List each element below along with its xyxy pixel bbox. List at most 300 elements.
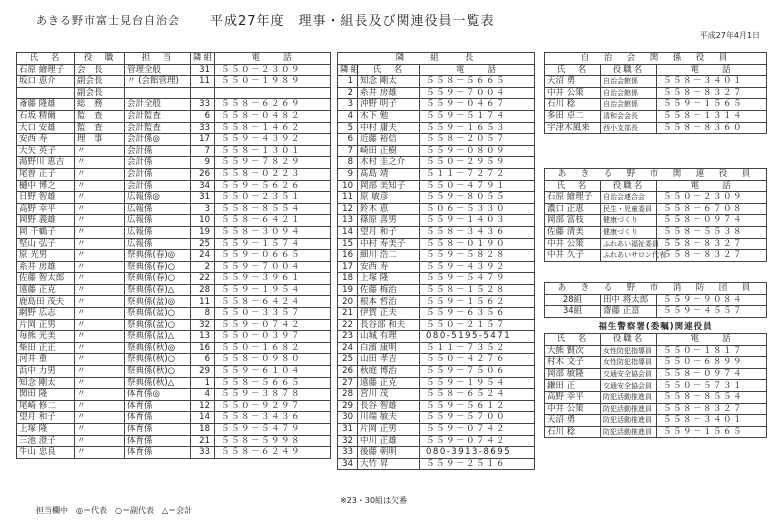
table-cell: 上塚 隆 <box>358 273 420 285</box>
table-cell: 木村 圭之介 <box>358 157 420 169</box>
table-cell: ５５０－２３０９ <box>215 64 331 76</box>
table-cell: ５５９－０７４２ <box>420 424 535 436</box>
document-date: 平成27年4月1日 <box>699 31 760 40</box>
shobodan-title: あ き る 野 市 消 防 団 員 <box>545 283 767 295</box>
table-cell: ふれあいサロン代表 <box>601 250 657 262</box>
table-cell: ５５９－０７４２ <box>420 435 535 447</box>
table-cell: 31 <box>191 64 215 76</box>
table-cell: 12 <box>338 203 358 215</box>
table-row <box>17 226 331 238</box>
table-cell: 髙島 靖 <box>358 168 420 180</box>
table-cell: ５５８－３０９４ <box>215 226 331 238</box>
table-cell: 川端 敏夫 <box>358 412 420 424</box>
table-row <box>17 203 331 215</box>
org-name: あきる野市富士見台自治会 <box>36 14 180 27</box>
table-cell: 25 <box>338 354 358 366</box>
table-cell: 33 <box>191 99 215 111</box>
table-cell: 防犯活動推進員 <box>601 403 657 415</box>
table-cell: ５５９－１６５３ <box>420 122 535 134</box>
table-cell: 〃 <box>75 354 125 366</box>
table-cell: ５５９－７５０６ <box>420 366 535 378</box>
officers-table <box>16 52 331 459</box>
column-header: 電 話 <box>657 64 767 76</box>
table-cell: ５５８－３４３６ <box>420 226 535 238</box>
table-cell: ５５９－１５７４ <box>215 238 331 250</box>
table-cell: ５５９－０７４２ <box>215 319 331 331</box>
table-cell: ５５９－５４７９ <box>215 424 331 436</box>
table-row <box>338 180 535 192</box>
legend-note: 担当欄中 ◎＝代表 ○＝副代表 △＝会計 <box>36 506 193 515</box>
table-cell: ５５８－６２６９ <box>215 99 331 111</box>
table-cell: ５５８－２０５７ <box>420 134 535 146</box>
table-cell: ５５９－４３９２ <box>215 134 331 146</box>
table-cell: ５５８－８３２７ <box>657 87 767 99</box>
table-cell: 監 査 <box>75 110 125 122</box>
table-cell: 岡野 義雄 <box>17 215 75 227</box>
table-cell: 監 査 <box>75 122 125 134</box>
table-row <box>17 389 331 401</box>
table-cell: 防犯活動推進員 <box>601 415 657 427</box>
table-row <box>545 87 767 99</box>
table-cell: 清和会会長 <box>601 110 657 122</box>
table-cell: 33 <box>191 447 215 459</box>
table-cell: 8 <box>338 157 358 169</box>
table-row <box>545 238 767 250</box>
table-cell: 中井 公策 <box>545 238 601 250</box>
table-cell: 上塚 隆 <box>17 424 75 436</box>
table-cell: 〃 <box>75 412 125 424</box>
table-cell: 総 務 <box>75 99 125 111</box>
table-cell: 尾崎 修二 <box>17 400 75 412</box>
table-cell: ５５０－３３５７ <box>215 308 331 320</box>
table-cell: ５５９－４５５７ <box>657 306 767 318</box>
table-cell: 健康づくり <box>601 226 657 238</box>
table-row <box>545 226 767 238</box>
table-cell: 木下 勉 <box>358 110 420 122</box>
table-row <box>17 76 331 88</box>
table-cell: 3 <box>191 203 215 215</box>
table-row <box>17 215 331 227</box>
table-row <box>338 458 535 470</box>
table-cell: 山城 有理 <box>358 331 420 343</box>
table-row <box>545 192 767 204</box>
table-cell: 26 <box>338 366 358 378</box>
table-cell: 祭典係(春)○ <box>125 273 191 285</box>
table-cell: 30 <box>338 412 358 424</box>
keisatsu-header-row <box>545 334 767 346</box>
column-header: 電 話 <box>657 334 767 346</box>
table-cell: 4 <box>191 389 215 401</box>
table-cell: ５５９－６３５６ <box>420 308 535 320</box>
table-cell: 32 <box>191 319 215 331</box>
table-row <box>17 64 331 76</box>
table-row <box>338 76 535 88</box>
table-cell: 会計監査 <box>125 122 191 134</box>
table-row <box>338 203 535 215</box>
table-cell: 34組 <box>545 306 601 318</box>
table-cell: 2 <box>338 87 358 99</box>
table-cell: 080-3913-8695 <box>420 447 535 459</box>
table-cell: 〃 <box>75 331 125 343</box>
table-cell: 18 <box>338 273 358 285</box>
table-cell: 尾曽 正子 <box>17 168 75 180</box>
table-cell: 細川 浩二 <box>358 250 420 262</box>
table-cell: ５５８－１５２８ <box>420 284 535 296</box>
table-cell: 民生・児童委員 <box>601 203 657 215</box>
table-row <box>338 99 535 111</box>
table-cell: 28 <box>338 389 358 401</box>
table-cell: 糸井 房雄 <box>17 261 75 273</box>
table-cell: 片岡 正男 <box>358 424 420 436</box>
table-cell: ５５０－１６８２ <box>215 342 331 354</box>
table-cell: ５５８－６４２１ <box>215 215 331 227</box>
table-cell: ５５９－５６２６ <box>215 180 331 192</box>
table-row <box>338 134 535 146</box>
table-cell: 〃 (会館管理) <box>125 76 191 88</box>
table-cell: 天沼 勇 <box>545 76 601 88</box>
table-cell: 19 <box>191 226 215 238</box>
table-cell: 6 <box>191 110 215 122</box>
table-cell: 沖野 明子 <box>358 99 420 111</box>
column-header: 隣組 <box>338 64 358 76</box>
keisatsu-title: 福生警察署(委嘱)関連役員 <box>598 322 713 333</box>
table-cell: 西小支部長 <box>601 122 657 134</box>
table-cell: 大竹 昇 <box>358 458 420 470</box>
table-cell: 22 <box>191 273 215 285</box>
table-row <box>17 180 331 192</box>
jichikai-title: 自 治 会 関 係 役 員 <box>545 53 767 65</box>
table-cell: ５５０－１９８９ <box>215 76 331 88</box>
table-row <box>338 145 535 157</box>
table-cell: 後藤 朝明 <box>358 447 420 459</box>
table-cell: 29 <box>338 400 358 412</box>
table-cell: 関田 隆 <box>17 389 75 401</box>
jichikai-header-row <box>545 64 767 76</box>
table-cell: 14 <box>191 412 215 424</box>
table-cell: ５５０－２３５１ <box>215 192 331 204</box>
table-cell: 祭典係(春)○ <box>125 261 191 273</box>
table-cell: 1 <box>338 76 358 88</box>
table-cell: ５５９－４３９２ <box>420 261 535 273</box>
table-cell: 祭典係(秋)○ <box>125 366 191 378</box>
table-cell: 健康づくり <box>601 215 657 227</box>
table-row <box>17 157 331 169</box>
table-cell: ５５９－３８７８ <box>215 389 331 401</box>
table-row <box>545 392 767 404</box>
table-cell: 7 <box>191 145 215 157</box>
table-cell: ふれあい福祉委員 <box>601 238 657 250</box>
table-cell: 中村 庸夫 <box>358 122 420 134</box>
table-cell: ５５９－２５１６ <box>420 458 535 470</box>
table-cell: 会計係 <box>125 157 191 169</box>
table-cell: ５５０－９２９７ <box>215 400 331 412</box>
table-row <box>17 192 331 204</box>
table-cell: 柴田 正正 <box>17 342 75 354</box>
table-cell: 中村 寿美子 <box>358 238 420 250</box>
table-cell: 自治会館係 <box>601 87 657 99</box>
table-cell: 25 <box>191 238 215 250</box>
table-cell: 中井 久子 <box>545 250 601 262</box>
table-row <box>17 331 331 343</box>
column-header: 担 当 <box>125 53 191 65</box>
table-cell: ５５０－４２７６ <box>420 354 535 366</box>
column-header: 役職名 <box>601 334 657 346</box>
table-cell: 〃 <box>75 203 125 215</box>
table-cell: 望月 和子 <box>358 226 420 238</box>
table-cell: 岡 千鶴子 <box>17 226 75 238</box>
table-row <box>545 380 767 392</box>
table-cell: ５５９－１９５４ <box>420 377 535 389</box>
table-cell: 田中 将太郎 <box>601 294 657 306</box>
table-cell: ５１１－７３５２ <box>420 342 535 354</box>
table-row <box>17 400 331 412</box>
table-cell: 濃口 正恵 <box>545 203 601 215</box>
table-row <box>17 435 331 447</box>
table-row <box>17 261 331 273</box>
table-row <box>338 110 535 122</box>
table-cell: 31 <box>338 424 358 436</box>
table-row <box>338 261 535 273</box>
table-cell: ５５０－６８９９ <box>657 357 767 369</box>
table-cell: 会計係◎ <box>125 134 191 146</box>
table-cell: 〃 <box>75 157 125 169</box>
table-cell: 石原 繪理子 <box>545 192 601 204</box>
table-cell: 知念 剛太 <box>17 377 75 389</box>
table-cell: 34 <box>191 180 215 192</box>
table-cell: ５５９－１５６２ <box>420 296 535 308</box>
table-cell: 15 <box>338 238 358 250</box>
table-cell: 佐藤 智太郎 <box>17 273 75 285</box>
table-row <box>338 331 535 343</box>
table-cell: 祭典係(春)◎ <box>125 250 191 262</box>
table-cell: 湯野川 恵吉 <box>17 157 75 169</box>
table-cell: 33 <box>338 447 358 459</box>
table-cell: 6 <box>338 134 358 146</box>
table-row <box>338 157 535 169</box>
table-cell: 祭典係(盆)○ <box>125 308 191 320</box>
table-cell: 24 <box>338 342 358 354</box>
table-row <box>17 377 331 389</box>
table-row <box>545 203 767 215</box>
table-cell: 宮川 茂 <box>358 389 420 401</box>
table-cell: ５５０－２９５９ <box>420 157 535 169</box>
table-row <box>338 226 535 238</box>
table-cell: 斎藤 隆雄 <box>17 99 75 111</box>
table-cell: 10 <box>191 215 215 227</box>
table-cell: ５５０－２３０９ <box>657 192 767 204</box>
table-cell: 樋中 博之 <box>17 180 75 192</box>
table-cell: ５５８－８５５４ <box>215 203 331 215</box>
jichikai-table <box>544 52 767 134</box>
column-header: 電 話 <box>215 53 331 65</box>
table-cell: 遠藤 正克 <box>358 377 420 389</box>
table-cell: 天沼 勇 <box>545 415 601 427</box>
table-cell: 〃 <box>75 366 125 378</box>
document-title: 平成27年度 理事・組長及び関連役員一覧表 <box>210 14 495 29</box>
table-cell: 伊賀 正夫 <box>358 308 420 320</box>
table-cell: ５５９－８０５５ <box>420 192 535 204</box>
table-cell: 齋藤 正富 <box>601 306 657 318</box>
table-cell: 34 <box>338 458 358 470</box>
table-row <box>17 110 331 122</box>
table-cell: 祭典係(秋)△ <box>125 377 191 389</box>
table-cell: 広報係 <box>125 238 191 250</box>
table-cell: 石原 繪理子 <box>17 64 75 76</box>
table-cell: 祭典係(盆)○ <box>125 319 191 331</box>
shikankei-table <box>544 168 767 262</box>
column-header: 役 職 <box>75 53 125 65</box>
table-cell: 27 <box>338 377 358 389</box>
table-cell: 〃 <box>75 296 125 308</box>
table-row <box>17 354 331 366</box>
table-cell: 24 <box>191 250 215 262</box>
table-cell: 26 <box>191 168 215 180</box>
table-cell: 多田 卓二 <box>545 110 601 122</box>
table-cell: ５５９－７００４ <box>215 261 331 273</box>
table-cell: ５５９－０６６５ <box>215 250 331 262</box>
table-cell: 21 <box>338 308 358 320</box>
table-cell: 会計係 <box>125 168 191 180</box>
table-row <box>338 400 535 412</box>
table-row <box>17 250 331 262</box>
table-cell: ５５８－０９７４ <box>657 215 767 227</box>
table-cell: 坂口 恵介 <box>17 76 75 88</box>
table-cell <box>125 87 191 99</box>
table-cell: ５５０－５７３１ <box>657 380 767 392</box>
table-row <box>338 389 535 401</box>
table-row <box>545 403 767 415</box>
table-cell: ５５８－１３０１ <box>215 145 331 157</box>
table-cell: 石川 稔 <box>545 426 601 438</box>
table-cell <box>215 87 331 99</box>
table-cell: 21 <box>191 435 215 447</box>
table-cell: 11 <box>338 192 358 204</box>
table-row <box>545 99 767 111</box>
table-cell: 高野 幸平 <box>545 392 601 404</box>
table-cell: 〃 <box>75 145 125 157</box>
table-cell: ５５８－８３２７ <box>657 238 767 250</box>
table-row <box>17 122 331 134</box>
table-row <box>338 238 535 250</box>
table-cell: 河井 重 <box>17 354 75 366</box>
table-cell: ５５８－０２２３ <box>215 168 331 180</box>
table-cell: 佐藤 梅治 <box>358 284 420 296</box>
table-cell: 祭典係(盆)△ <box>125 331 191 343</box>
table-cell: ５５０－２１５７ <box>420 319 535 331</box>
table-cell: 秋庭 博治 <box>358 366 420 378</box>
table-row <box>17 99 331 111</box>
kumicho-table <box>337 52 535 470</box>
table-cell: 祭典係(春)△ <box>125 284 191 296</box>
table-cell: 村木 文子 <box>545 357 601 369</box>
column-header: 氏 名 <box>545 334 601 346</box>
table-row <box>545 415 767 427</box>
shobodan-table <box>544 282 767 318</box>
table-cell: ５５８－１３１４ <box>657 110 767 122</box>
table-cell: ５５８－０９８０ <box>215 354 331 366</box>
column-header: 氏 名 <box>545 64 601 76</box>
table-cell: 白濱 康明 <box>358 342 420 354</box>
table-cell: 近藤 裕信 <box>358 134 420 146</box>
table-cell: 大矢 英子 <box>17 145 75 157</box>
table-cell: 1 <box>191 377 215 389</box>
table-cell: 原 光男 <box>17 250 75 262</box>
table-cell: 16 <box>338 250 358 262</box>
table-cell: 11 <box>191 76 215 88</box>
table-cell: 〃 <box>75 168 125 180</box>
table-cell: 9 <box>338 168 358 180</box>
table-cell: ５５８－０４８２ <box>215 110 331 122</box>
table-cell: 23 <box>338 331 358 343</box>
table-cell: 〃 <box>75 308 125 320</box>
table-row <box>17 366 331 378</box>
table-cell: 片岡 正男 <box>17 319 75 331</box>
table-cell: 中川 正雄 <box>358 435 420 447</box>
table-row <box>338 273 535 285</box>
table-row <box>17 308 331 320</box>
table-row <box>545 426 767 438</box>
table-cell: 遠藤 正克 <box>17 284 75 296</box>
table-cell: 〃 <box>75 447 125 459</box>
table-cell: 22 <box>338 319 358 331</box>
table-cell: 〃 <box>75 273 125 285</box>
table-cell: 17 <box>191 134 215 146</box>
table-cell: 13 <box>338 215 358 227</box>
table-cell: 〃 <box>75 180 125 192</box>
table-cell: ５５９－１５６５ <box>657 99 767 111</box>
table-cell: 〃 <box>75 261 125 273</box>
table-row <box>17 273 331 285</box>
table-cell: ５５９－７００４ <box>420 87 535 99</box>
table-cell: ５５８－５９９８ <box>215 435 331 447</box>
table-row <box>338 435 535 447</box>
table-row <box>545 345 767 357</box>
table-cell: 大熊 賢次 <box>545 345 601 357</box>
table-row <box>545 122 767 134</box>
table-cell: 〃 <box>75 226 125 238</box>
table-cell: 16 <box>191 342 215 354</box>
table-cell: 岡部 敏隆 <box>545 368 601 380</box>
table-cell: 〃 <box>75 238 125 250</box>
table-cell: 〃 <box>75 435 125 447</box>
table-row <box>17 412 331 424</box>
table-cell: 中井 公策 <box>545 403 601 415</box>
table-cell: 10 <box>338 180 358 192</box>
table-cell: ５５８－８３６０ <box>657 122 767 134</box>
table-row <box>338 319 535 331</box>
table-cell: ５５９－０４６７ <box>420 99 535 111</box>
table-cell: ５５９－１５６５ <box>657 426 767 438</box>
table-row <box>545 357 767 369</box>
table-cell: ５５９－０８０９ <box>420 145 535 157</box>
table-cell: 交通安全協会員 <box>601 368 657 380</box>
table-cell: 体育係 <box>125 424 191 436</box>
table-cell: 祭典係(秋)○ <box>125 354 191 366</box>
table-row <box>338 122 535 134</box>
table-cell: ５５８－５５３８ <box>657 226 767 238</box>
table-row <box>545 368 767 380</box>
table-cell: 8 <box>191 308 215 320</box>
table-cell: 体育係 <box>125 435 191 447</box>
table-cell: 山田 孝吉 <box>358 354 420 366</box>
table-row <box>338 284 535 296</box>
table-cell: 会計係 <box>125 145 191 157</box>
table-cell: 自治会館係 <box>601 99 657 111</box>
table-cell: 体育係 <box>125 412 191 424</box>
table-cell: 会計監査 <box>125 110 191 122</box>
table-cell: 副会長 <box>75 87 125 99</box>
table-cell: 体育係 <box>125 447 191 459</box>
